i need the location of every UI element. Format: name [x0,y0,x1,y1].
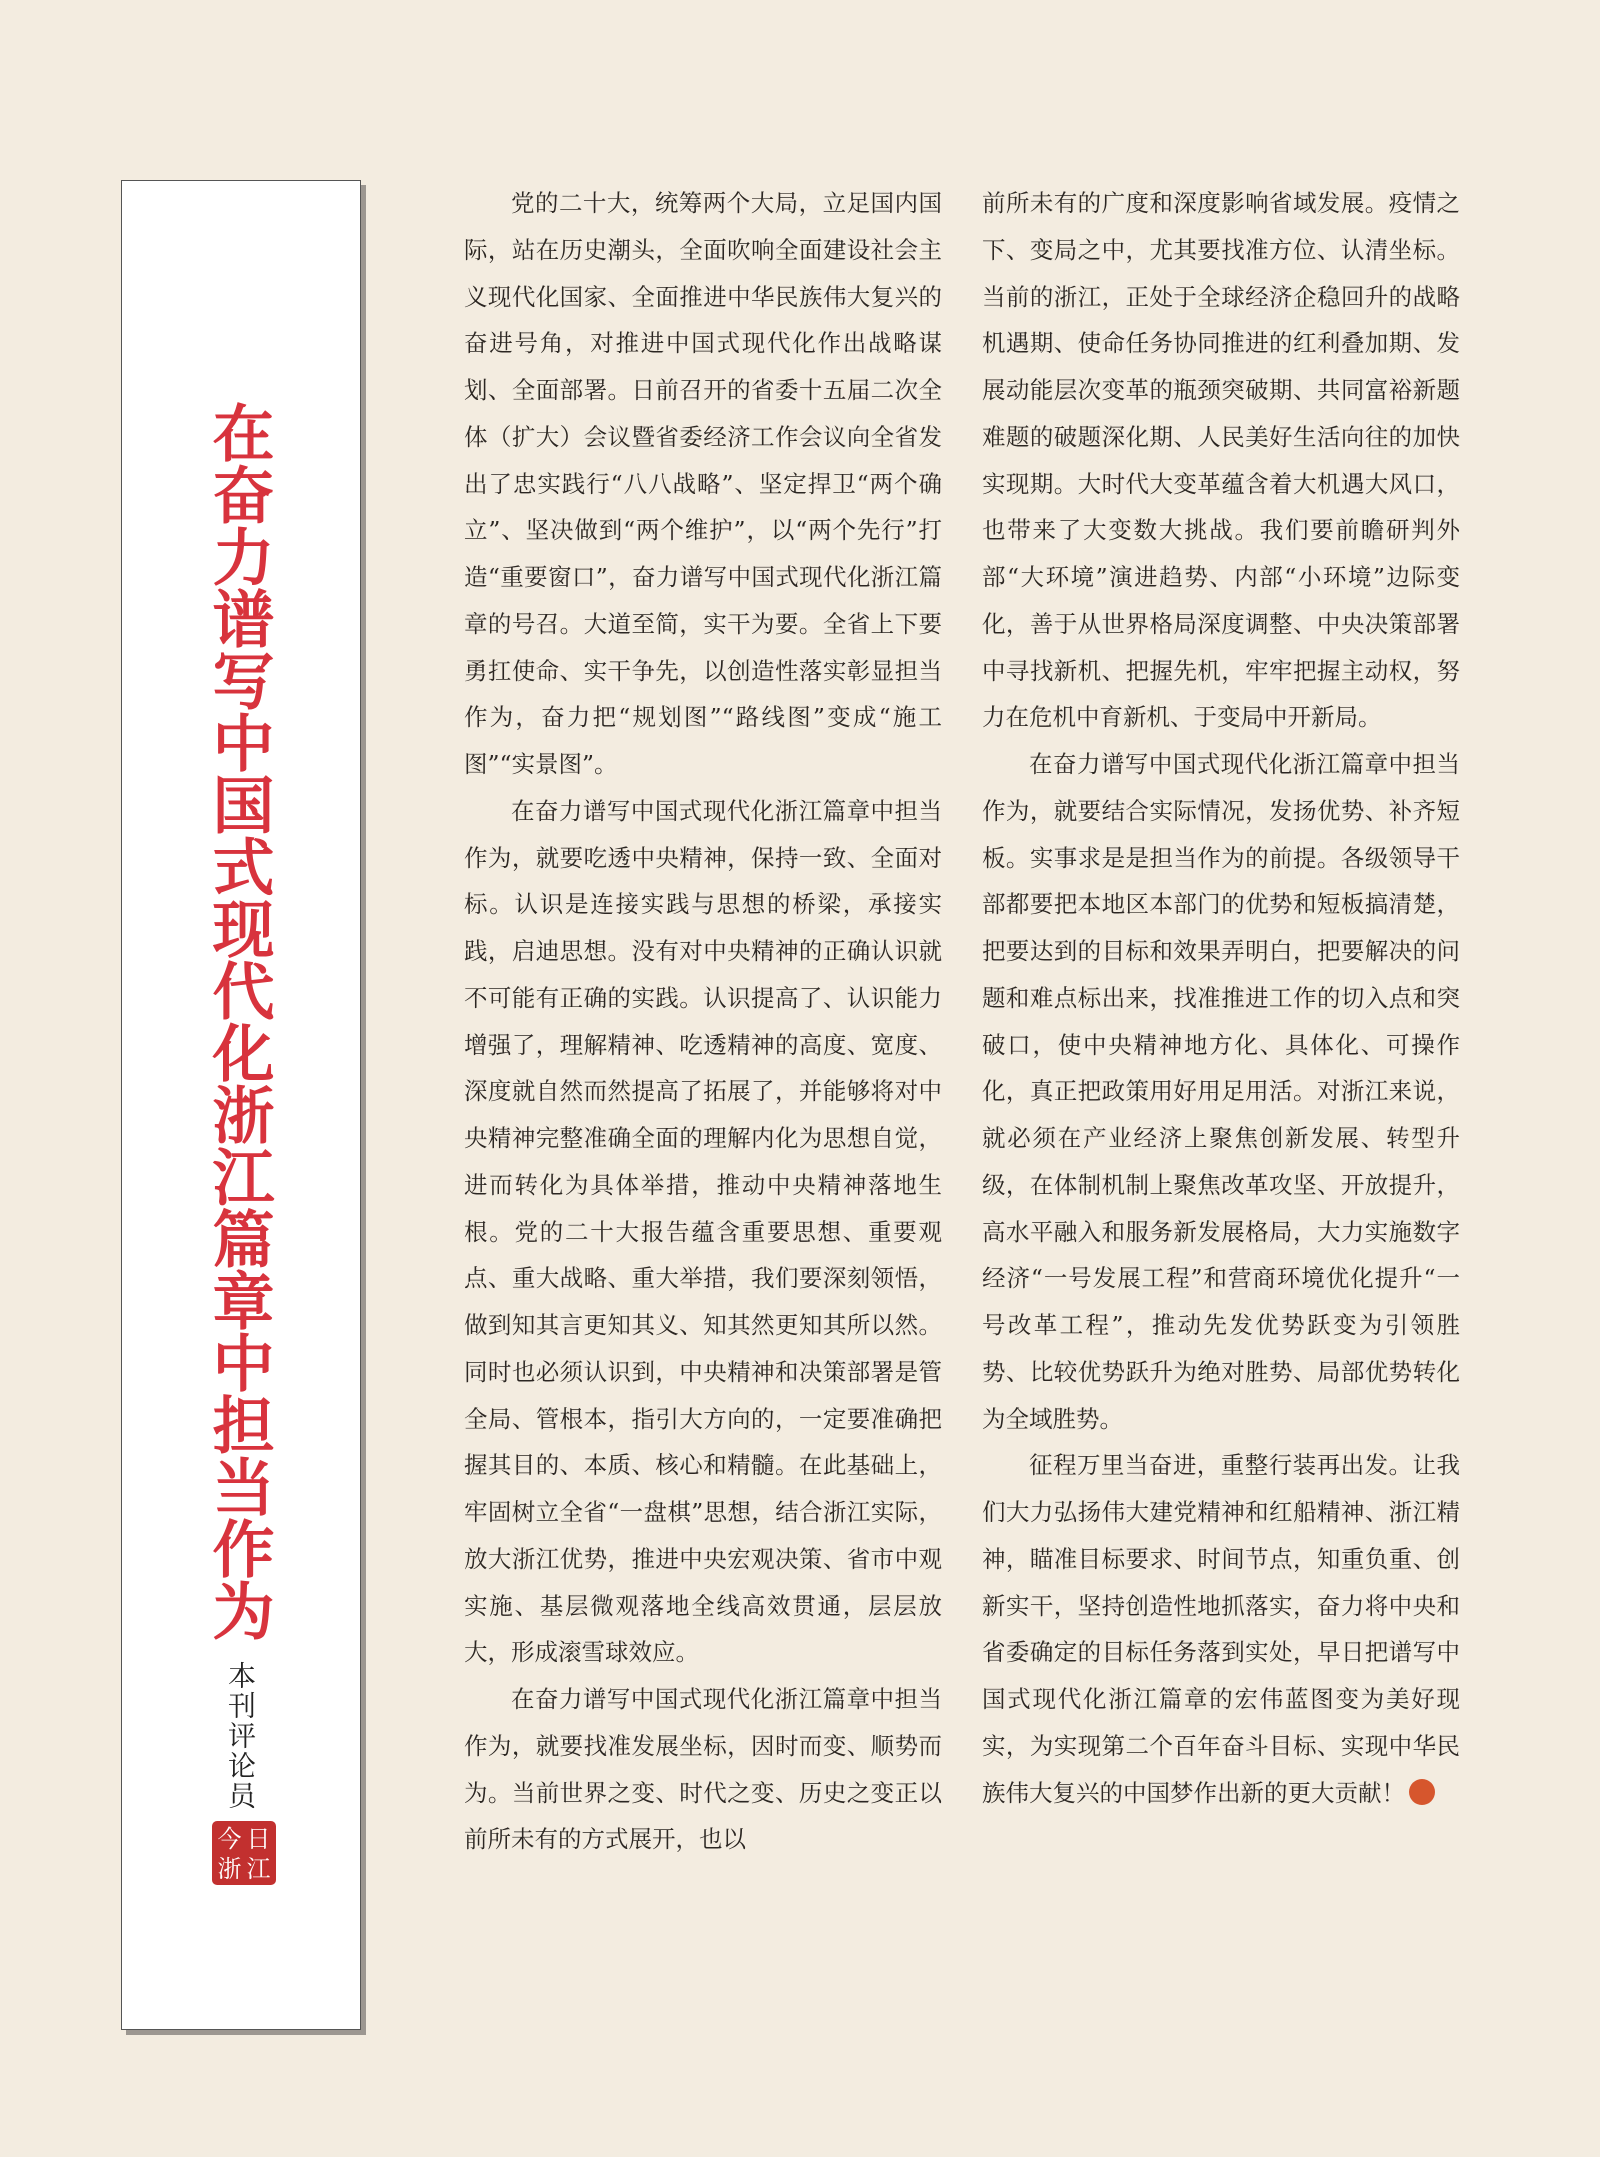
paragraph: 在奋力谱写中国式现代化浙江篇章中担当作为，就要找准发展坐标，因时而变、顺势而为。当前世界之变、时代之变、历史之变正以前所未有的方式展开，也以 [464,1685,942,1854]
seal-char: 日 [246,1825,271,1853]
seal-char: 江 [246,1855,271,1883]
paragraph: 在奋力谱写中国式现代化浙江篇章中担当作为，就要吃透中央精神，保持一致、全面对标。认识是连接实践与思想的桥梁，承接实践，启迪思想。没有对中央精神的正确认识就不可能有正确的实践。认识提高了、认识能力增强了，理解精神、吃透精神的高度、宽度、深度就自然而然提高了拓展了，并能够将对中央精神完整准确全面的理解内化为思想自觉，进而转化为具体举措，推动中央精神落地生根。党的二十大报告蕴含重要思想、重要观点、重大战略、重大举措，我们要深刻领悟，做到知其言更知其义、知其然更知其所以然。同时也必须认识到，中央精神和决策部署是管全局、管根本，指引大方向的，一定要准确把握其目的、本质、核心和精髓。在此基础上，牢固树立全省“一盘棋”思想，结合浙江实际，放大浙江优势，推进中央宏观决策、省市中观实施、基层微观落地全线高效贯通，层层放大，形成滚雪球效应。 [464,796,942,1667]
author-byline: 本刊评论员 [224,1661,257,1811]
end-mark-icon [1409,1779,1435,1805]
text-column-1 [464,180,942,1863]
publication-seal-icon [212,1821,276,1885]
paragraph: 党的二十大，统筹两个大局，立足国内国际，站在历史潮头，全面吹响全面建设社会主义现代化国家、全面推进中华民族伟大复兴的奋进号角，对推进中国式现代化作出战略谋划、全面部署。日前召开的省委十五届二次全体（扩大）会议暨省委经济工作会议向全省发出了忠实践行“八八战略”、坚定捍卫“两个确立”、坚决做到“两个维护”，以“两个先行”打造“重要窗口”，奋力谱写中国式现代化浙江篇章的号召。大道至简，实干为要。全省上下要勇扛使命、实干争先，以创造性落实彰显担当作为，奋力把“规划图”“路线图”变成“施工图”“实景图”。 [464,189,942,778]
paragraph-final [982,1442,1460,1816]
seal-char: 浙 [217,1855,242,1883]
paragraph-text: 征程万里当奋进，重整行装再出发。让我们大力弘扬伟大建党精神和红船精神、浙江精神，瞄准目标要求、时间节点，知重负重、创新实干，坚持创造性地抓落实，奋力将中央和省委确定的目标任务落到实处，早日把谱写中国式现代化浙江篇章的宏伟蓝图变为美好现实，为实现第二个百年奋斗目标、实现中华民族伟大复兴的中国梦作出新的更大贡献！ [982,1451,1460,1807]
title-panel [121,180,361,2030]
text-column-2 [982,180,1460,1816]
paragraph: 在奋力谱写中国式现代化浙江篇章中担当作为，就要结合实际情况，发扬优势、补齐短板。实事求是是担当作为的前提。各级领导干部都要把本地区本部门的优势和短板搞清楚，把要达到的目标和效果弄明白，把要解决的问题和难点标出来，找准推进工作的切入点和突破口，使中央精神地方化、具体化、可操作化，真正把政策用好用足用活。对浙江来说，就必须在产业经济上聚焦创新发展、转型升级，在体制机制上聚焦改革攻坚、开放提升，高水平融入和服务新发展格局，大力实施数字经济“一号发展工程”和营商环境优化提升“一号改革工程”，推动先发优势跃变为引领胜势、比较优势跃升为绝对胜势、局部优势转化为全域胜势。 [982,750,1460,1433]
paragraph-continuation: 前所未有的广度和深度影响省域发展。疫情之下、变局之中，尤其要找准方位、认清坐标。当前的浙江，正处于全球经济企稳回升的战略机遇期、使命任务协同推进的红利叠加期、发展动能层次变革的瓶颈突破期、共同富裕新题难题的破题深化期、人民美好生活向往的加快实现期。大时代大变革蕴含着大机遇大风口，也带来了大变数大挑战。我们要前瞻研判外部“大环境”演进趋势、内部“小环境”边际变化，善于从世界格局深度调整、中央决策部署中寻找新机、把握先机，牢牢把握主动权，努力在危机中育新机、于变局中开新局。 [982,189,1460,732]
article-title: 在奋力谱写中国式现代化浙江篇章中担当作为 [202,401,275,1641]
seal-char: 今 [217,1825,242,1853]
